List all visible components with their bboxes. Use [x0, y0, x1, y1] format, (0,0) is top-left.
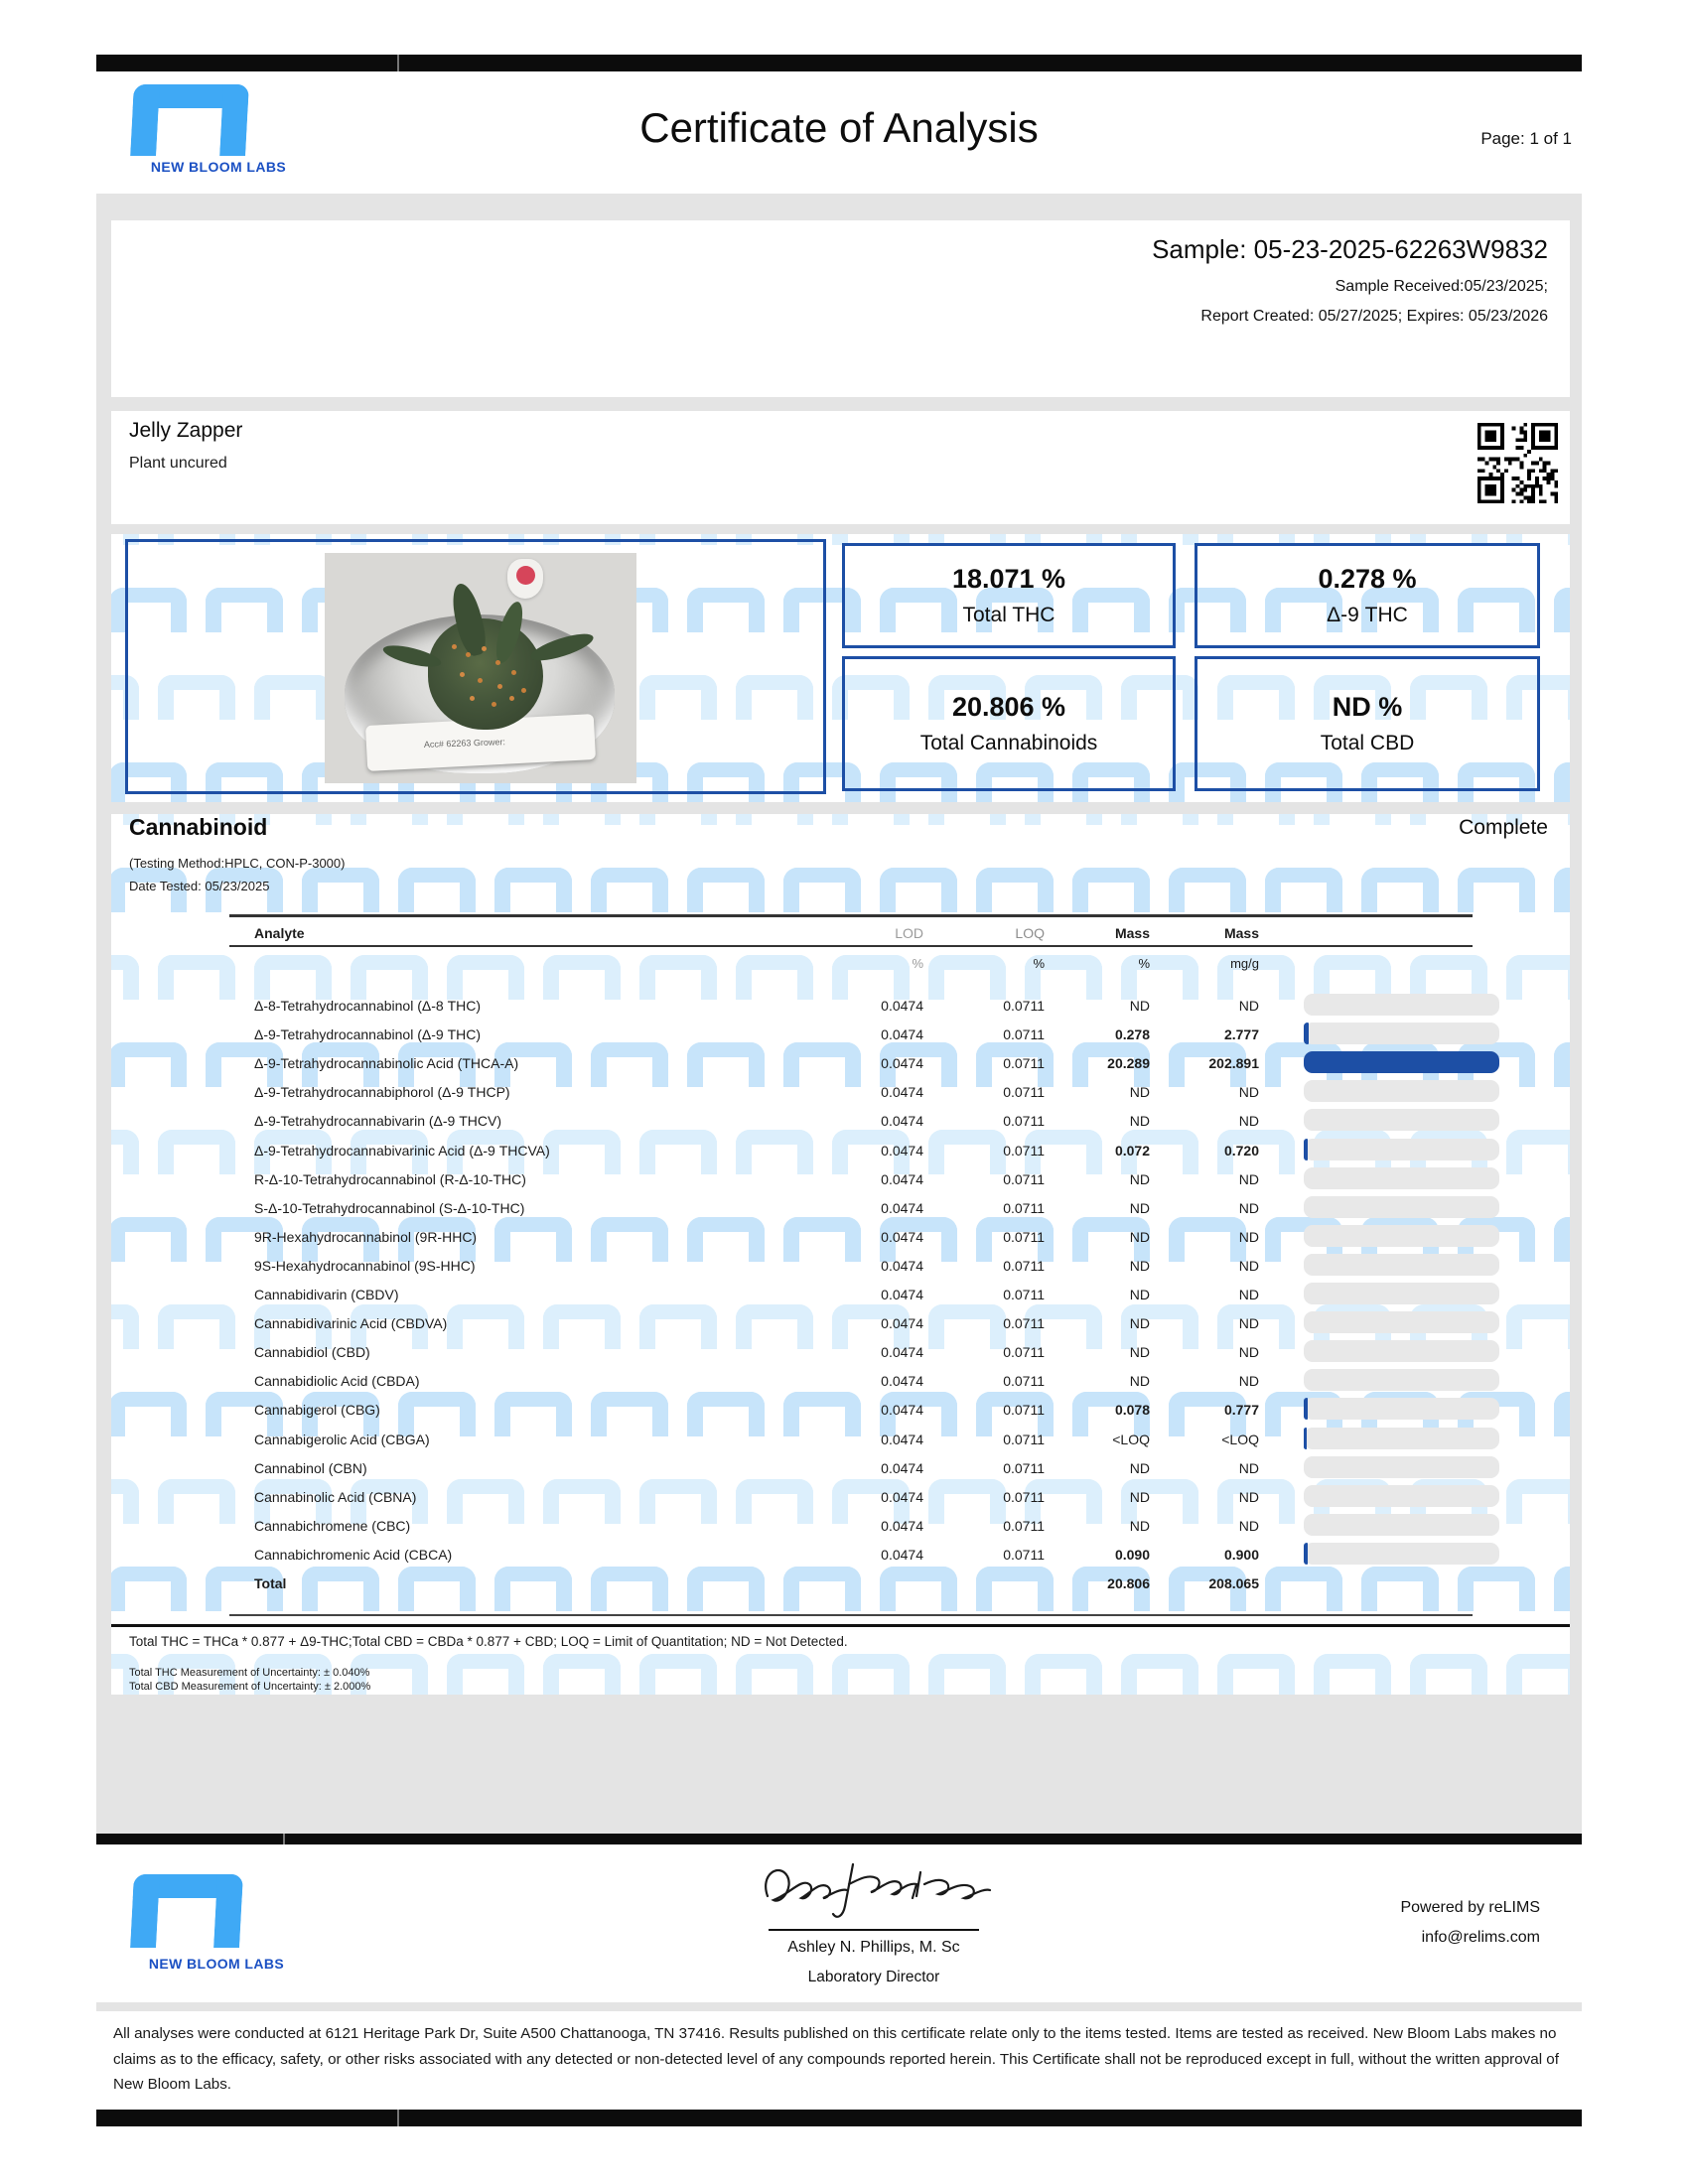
loq-value: 0.0711	[1003, 1170, 1045, 1187]
disclaimer-text: All analyses were conducted at 6121 Heritage Park Dr, Suite A500 Chattanooga, TN 37416. Results published on this certificate relate only to the items tested. Items are tested as received. New Bloom Labs makes no claims as to the efficacy, safety, or other risks associated with any detected or non-detected level of any compounds reported herein. This Certificate shall not be reproduced except in full, without the written approval of New Bloom Labs.	[113, 2025, 1559, 2093]
analyte-name: Δ-9-Tetrahydrocannabinolic Acid (THCA-A)	[254, 1055, 519, 1072]
footer	[96, 1844, 1582, 2002]
mass-mgg-value: 2.777	[1223, 1026, 1259, 1043]
qr-code-icon	[1470, 415, 1566, 511]
analyte-name: Δ-9-Tetrahydrocannabiphorol (Δ-9 THCP)	[254, 1084, 510, 1101]
report-created-expires: Report Created: 05/27/2025; Expires: 05/23/2026	[1200, 308, 1548, 325]
mass-mgg-value: ND	[1238, 1517, 1259, 1534]
header	[96, 71, 1582, 194]
footnote-formula: Total THC = THCa * 0.877 + Δ9-THC;Total CBD = CBDa * 0.877 + CBD; LOQ = Limit of Quantitation; ND = Not Detected.	[129, 1634, 848, 1649]
mass-pct-value: ND	[1129, 1315, 1150, 1332]
mass-pct-value: ND	[1129, 1113, 1150, 1130]
lod-value: 0.0474	[881, 1113, 923, 1130]
lod-value: 0.0474	[881, 998, 923, 1014]
mass-bar-track	[1304, 1109, 1499, 1131]
col-loq: LOQ	[1015, 925, 1045, 941]
section-rule	[111, 1624, 1570, 1627]
footer-logo-icon	[132, 1874, 241, 1948]
lod-value: 0.0474	[881, 1344, 923, 1361]
analyte-name: Cannabinolic Acid (CBNA)	[254, 1488, 417, 1505]
mass-bar-fill	[1304, 1398, 1308, 1420]
sample-info-card	[111, 220, 1570, 397]
mass-bar-fill	[1304, 1543, 1308, 1565]
bar-seam	[397, 2110, 399, 2126]
total-cannabinoids-box	[842, 656, 1176, 791]
total-cbd-label: Total CBD	[1320, 732, 1415, 754]
mass-pct-value: 0.072	[1114, 1142, 1150, 1159]
lod-value: 0.0474	[881, 1315, 923, 1332]
mass-mgg-value: ND	[1238, 1344, 1259, 1361]
total-cbd-box	[1195, 656, 1540, 791]
analyte-name: Cannabigerol (CBG)	[254, 1402, 380, 1419]
table-row	[111, 1079, 1570, 1108]
mass-bar-track	[1304, 1428, 1499, 1449]
lod-value: 0.0474	[881, 1142, 923, 1159]
analyte-name: Δ-9-Tetrahydrocannabinol (Δ-9 THC)	[254, 1026, 482, 1043]
mass-bar-track	[1304, 1254, 1499, 1276]
table-total-row	[111, 1570, 1570, 1599]
table-row	[111, 1050, 1570, 1079]
mass-bar-track	[1304, 1283, 1499, 1304]
bud-pistils	[452, 644, 457, 649]
mass-bar-track	[1304, 1456, 1499, 1478]
mass-pct-value: <LOQ	[1112, 1431, 1150, 1447]
unit-mass-mgg: mg/g	[1230, 956, 1259, 971]
loq-value: 0.0711	[1003, 1287, 1045, 1302]
delta9-thc-label: Δ-9 THC	[1327, 604, 1408, 626]
mass-bar-track	[1304, 1543, 1499, 1565]
lod-value: 0.0474	[881, 1517, 923, 1534]
table-row	[111, 1138, 1570, 1166]
total-pct-value: 20.806	[1107, 1575, 1150, 1591]
mass-mgg-value: ND	[1238, 1459, 1259, 1476]
analyte-name: 9S-Hexahydrocannabinol (9S-HHC)	[254, 1257, 476, 1274]
mass-mgg-value: 202.891	[1208, 1055, 1259, 1072]
loq-value: 0.0711	[1003, 1142, 1045, 1159]
signatory-title: Laboratory Director	[807, 1969, 940, 1985]
lod-value: 0.0474	[881, 1546, 923, 1563]
lod-value: 0.0474	[881, 1084, 923, 1101]
bottom-divider-bar	[96, 2110, 1582, 2126]
table-row	[111, 1368, 1570, 1397]
loq-value: 0.0711	[1003, 1517, 1045, 1534]
mass-bar-track	[1304, 1311, 1499, 1333]
analyte-name: 9R-Hexahydrocannabinol (9R-HHC)	[254, 1228, 478, 1245]
table-row	[111, 1253, 1570, 1282]
lod-value: 0.0474	[881, 1257, 923, 1274]
document-title: Certificate of Analysis	[639, 104, 1039, 151]
mass-mgg-value: ND	[1238, 1228, 1259, 1245]
signature-line	[769, 1929, 979, 1931]
lod-value: 0.0474	[881, 1199, 923, 1216]
col-mass-mgg: Mass	[1223, 925, 1259, 941]
mass-mgg-value: ND	[1238, 1287, 1259, 1302]
analyte-name: Cannabidiol (CBD)	[254, 1344, 370, 1361]
analyte-name: Cannabidivarinic Acid (CBDVA)	[254, 1315, 448, 1332]
lod-value: 0.0474	[881, 1488, 923, 1505]
disclaimer-section	[96, 2011, 1582, 2110]
signatory-name: Ashley N. Phillips, M. Sc	[787, 1939, 960, 1956]
loq-value: 0.0711	[1003, 1228, 1045, 1245]
cannabinoid-section-card	[111, 814, 1570, 1695]
total-thc-value: 18.071 %	[951, 564, 1066, 594]
sample-photo	[325, 553, 636, 783]
mass-bar-fill	[1304, 1428, 1307, 1449]
loq-value: 0.0711	[1003, 1055, 1045, 1072]
loq-value: 0.0711	[1003, 998, 1045, 1014]
mass-pct-value: 0.090	[1114, 1546, 1150, 1563]
analyte-name: Cannabigerolic Acid (CBGA)	[254, 1431, 430, 1447]
lod-value: 0.0474	[881, 1459, 923, 1476]
mass-bar-track	[1304, 1369, 1499, 1391]
mass-pct-value: ND	[1129, 1373, 1150, 1390]
mass-pct-value: ND	[1129, 1170, 1150, 1187]
total-cbd-value: ND %	[1332, 692, 1403, 722]
total-thc-box	[842, 543, 1176, 648]
signature-block	[750, 1844, 998, 1986]
thc-uncertainty: Total THC Measurement of Uncertainty: ± 0.040%	[129, 1667, 370, 1679]
mass-pct-value: ND	[1129, 1488, 1150, 1505]
product-name: Jelly Zapper	[129, 419, 243, 442]
unit-lod: %	[912, 956, 923, 971]
section-status: Complete	[1459, 816, 1548, 839]
mass-pct-value: ND	[1129, 1287, 1150, 1302]
analyte-name: Cannabichromenic Acid (CBCA)	[254, 1546, 453, 1563]
product-type: Plant uncured	[129, 455, 227, 472]
mass-pct-value: ND	[1129, 1517, 1150, 1534]
loq-value: 0.0711	[1003, 1113, 1045, 1130]
col-analyte: Analyte	[254, 925, 305, 941]
section-title: Cannabinoid	[129, 814, 268, 840]
table-row	[111, 1427, 1570, 1455]
loq-value: 0.0711	[1003, 1026, 1045, 1043]
mass-bar-track	[1304, 1514, 1499, 1536]
lod-value: 0.0474	[881, 1228, 923, 1245]
loq-value: 0.0711	[1003, 1257, 1045, 1274]
loq-value: 0.0711	[1003, 1344, 1045, 1361]
mass-mgg-value: ND	[1238, 1113, 1259, 1130]
table-row	[111, 1484, 1570, 1513]
mass-pct-value: ND	[1129, 998, 1150, 1014]
analyte-name: Cannabichromene (CBC)	[254, 1517, 411, 1534]
total-cannabinoids-label: Total Cannabinoids	[919, 732, 1098, 754]
mass-bar-track	[1304, 1340, 1499, 1362]
delta9-thc-value: 0.278 %	[1318, 564, 1417, 594]
analyte-name: Δ-9-Tetrahydrocannabivarin (Δ-9 THCV)	[254, 1113, 502, 1130]
table-row	[111, 1513, 1570, 1542]
mass-mgg-value: ND	[1238, 1084, 1259, 1101]
mass-bar-track	[1304, 1051, 1499, 1073]
mass-mgg-value: ND	[1238, 1170, 1259, 1187]
sample-photo-frame	[125, 539, 826, 794]
analyte-name: Δ-9-Tetrahydrocannabivarinic Acid (Δ-9 THCVA)	[254, 1142, 550, 1159]
bar-seam	[283, 1834, 285, 1844]
mass-bar-track	[1304, 1167, 1499, 1189]
unit-loq: %	[1033, 956, 1045, 971]
sample-received-date: Sample Received:05/23/2025;	[1335, 278, 1548, 295]
mass-bar-fill	[1304, 1051, 1499, 1073]
total-thc-label: Total THC	[962, 604, 1055, 626]
loq-value: 0.0711	[1003, 1315, 1045, 1332]
lod-value: 0.0474	[881, 1055, 923, 1072]
table-row	[111, 1166, 1570, 1195]
table-rule-under-header	[229, 945, 1473, 947]
mass-pct-value: ND	[1129, 1459, 1150, 1476]
footer-brand-name: NEW BLOOM LABS	[148, 1956, 285, 1972]
mass-bar-track	[1304, 1080, 1499, 1102]
date-tested: Date Tested: 05/23/2025	[129, 879, 270, 893]
results-card	[111, 534, 1570, 802]
top-divider-bar	[96, 55, 1582, 71]
mass-pct-value: ND	[1129, 1084, 1150, 1101]
sample-id: Sample: 05-23-2025-62263W9832	[1152, 234, 1548, 264]
analyte-name: Cannabidivarin (CBDV)	[254, 1287, 399, 1302]
signature-icon	[750, 1844, 998, 1922]
lod-value: 0.0474	[881, 1287, 923, 1302]
cannabis-bud	[428, 618, 543, 730]
table-row	[111, 1282, 1570, 1310]
total-mgg-value: 208.065	[1208, 1575, 1259, 1591]
analyte-name: S-Δ-10-Tetrahydrocannabinol (S-Δ-10-THC)	[254, 1199, 525, 1216]
mass-bar-fill	[1304, 1139, 1308, 1160]
mass-mgg-value: 0.900	[1223, 1546, 1259, 1563]
mass-bar-fill	[1304, 1023, 1309, 1044]
mass-mgg-value: 0.777	[1223, 1402, 1259, 1419]
mass-mgg-value: 0.720	[1223, 1142, 1259, 1159]
mass-pct-value: ND	[1129, 1199, 1150, 1216]
testing-method: (Testing Method:HPLC, CON-P-3000)	[129, 856, 346, 871]
table-row	[111, 1310, 1570, 1339]
red-dot-icon	[516, 566, 535, 585]
total-cannabinoids-value: 20.806 %	[951, 692, 1066, 722]
lod-value: 0.0474	[881, 1373, 923, 1390]
mass-pct-value: ND	[1129, 1228, 1150, 1245]
analyte-name: Δ-8-Tetrahydrocannabinol (Δ-8 THC)	[254, 998, 482, 1014]
loq-value: 0.0711	[1003, 1402, 1045, 1419]
mass-pct-value: 0.278	[1114, 1026, 1150, 1043]
mass-pct-value: 20.289	[1107, 1055, 1150, 1072]
lod-value: 0.0474	[881, 1402, 923, 1419]
lod-value: 0.0474	[881, 1431, 923, 1447]
bar-seam	[397, 55, 399, 71]
loq-value: 0.0711	[1003, 1084, 1045, 1101]
delta9-thc-box	[1195, 543, 1540, 648]
lod-value: 0.0474	[881, 1170, 923, 1187]
mass-mgg-value: <LOQ	[1221, 1431, 1259, 1447]
loq-value: 0.0711	[1003, 1459, 1045, 1476]
mass-pct-value: ND	[1129, 1257, 1150, 1274]
loq-value: 0.0711	[1003, 1546, 1045, 1563]
table-row	[111, 1397, 1570, 1426]
table-row	[111, 1542, 1570, 1570]
analyte-name: Cannabidiolic Acid (CBDA)	[254, 1373, 420, 1390]
table-rule-bottom	[229, 1614, 1473, 1616]
loq-value: 0.0711	[1003, 1199, 1045, 1216]
lod-value: 0.0474	[881, 1026, 923, 1043]
loq-value: 0.0711	[1003, 1373, 1045, 1390]
mass-bar-track	[1304, 1225, 1499, 1247]
mass-pct-value: ND	[1129, 1344, 1150, 1361]
table-row	[111, 1108, 1570, 1137]
page-number: Page: 1 of 1	[1480, 129, 1572, 148]
mass-mgg-value: ND	[1238, 1199, 1259, 1216]
table-row	[111, 1022, 1570, 1050]
mass-bar-track	[1304, 994, 1499, 1016]
powered-by: Powered by reLIMS	[1400, 1899, 1540, 1916]
mass-bar-track	[1304, 1398, 1499, 1420]
footer-divider-bar	[96, 1834, 1582, 1844]
dish-label-text: Acc# 62263 Grower:	[423, 737, 506, 750]
mass-mgg-value: ND	[1238, 998, 1259, 1014]
col-mass-pct: Mass	[1114, 925, 1150, 941]
unit-mass-pct: %	[1138, 956, 1150, 971]
loq-value: 0.0711	[1003, 1431, 1045, 1447]
mass-mgg-value: ND	[1238, 1373, 1259, 1390]
table-row	[111, 993, 1570, 1022]
cbd-uncertainty: Total CBD Measurement of Uncertainty: ± 2.000%	[129, 1681, 371, 1693]
analyte-name: Cannabinol (CBN)	[254, 1459, 367, 1476]
table-row	[111, 1339, 1570, 1368]
col-lod: LOD	[895, 925, 923, 941]
mass-bar-track	[1304, 1485, 1499, 1507]
table-row	[111, 1195, 1570, 1224]
analyte-name: R-Δ-10-Tetrahydrocannabinol (R-Δ-10-THC)	[254, 1170, 526, 1187]
mass-bar-track	[1304, 1196, 1499, 1218]
contact-email: info@relims.com	[1421, 1929, 1540, 1946]
mass-mgg-value: ND	[1238, 1257, 1259, 1274]
total-label: Total	[254, 1575, 287, 1591]
mass-bar-track	[1304, 1139, 1499, 1160]
table-row	[111, 1224, 1570, 1253]
mass-pct-value: 0.078	[1114, 1402, 1150, 1419]
mass-mgg-value: ND	[1238, 1488, 1259, 1505]
mass-mgg-value: ND	[1238, 1315, 1259, 1332]
brand-name: NEW BLOOM LABS	[150, 159, 287, 175]
table-row	[111, 1455, 1570, 1484]
mass-bar-track	[1304, 1023, 1499, 1044]
product-card	[111, 411, 1570, 524]
table-rule-top	[229, 914, 1473, 917]
loq-value: 0.0711	[1003, 1488, 1045, 1505]
